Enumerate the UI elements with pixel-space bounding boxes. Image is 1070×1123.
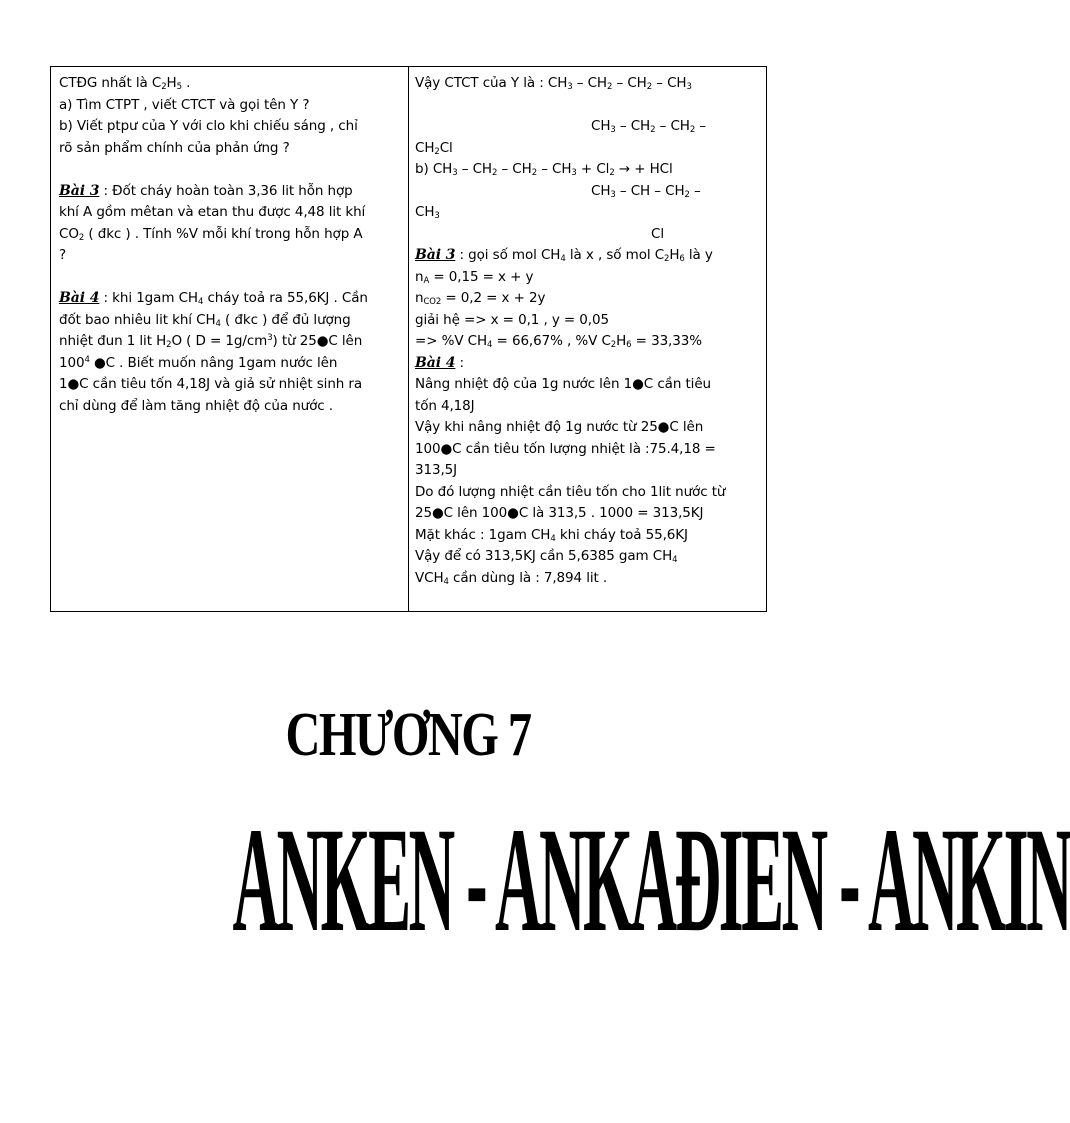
text-line: Vậy khi nâng nhiệt độ 1g nước từ 25●C lên [415, 419, 704, 435]
problem-label: Bài 4 [415, 354, 456, 371]
text-line: giải hệ => x = 0,1 , y = 0,05 [415, 311, 609, 328]
text-line: $n_{CO2} = 0,2 = x + 2y$ [415, 290, 546, 307]
text-line: 100●C cần tiêu tốn lượng nhiệt là :75.4,18 = [415, 440, 716, 457]
text-line: Bài 3 : gọi số mol $CH_4$ là x , số mol $C_2H_6$ là y [415, 247, 713, 264]
text-line: Nâng nhiệt độ của 1g nước lên 1●C cần tiêu [415, 376, 711, 392]
problem-label: Bài 3 [415, 247, 456, 263]
text-line: a) Tìm CTPT , viết CTCT và gọi tên Y ? [59, 96, 310, 113]
topic-title: ANKEN - ANKAĐIEN - ANKIN [232, 797, 1070, 963]
text-line: $CO_2$ ( đkc ) . Tính %V mỗi khí trong hỗn hợp A [59, 225, 363, 243]
solution-table [50, 66, 767, 612]
text-line: b) $CH_3 - CH_2 - CH_2 - CH_3 + Cl_2$ → + HCl [415, 161, 673, 178]
text-line: chỉ dùng để làm tăng nhiệt độ của nước . [59, 397, 333, 414]
text-line: Do đó lượng nhiệt cần tiêu tốn cho 1lit nước từ [415, 483, 726, 500]
text-line: ? [59, 247, 67, 263]
text-line: 313,5J [415, 462, 458, 478]
text-line: nhiệt đun 1 lit $H_2O$ ( $D = 1g/cm^3$) từ 25●C lên [59, 333, 363, 350]
text-line: => %V $CH_4 = 66,67\%$ , %V $C_2H_6 = 33,33\%$ [415, 333, 702, 350]
text-line: khí A gồm mêtan và etan thu được 4,48 lit khí [59, 204, 366, 220]
text-line: rõ sản phẩm chính của phản ứng ? [59, 139, 290, 156]
text-line: $CH_3$ – CH – $CH_2$ – [591, 182, 701, 200]
text-line: tốn 4,18J [415, 397, 475, 414]
text-line: 1●C cần tiêu tốn 4,18J và giả sử nhiệt sinh ra [59, 376, 363, 392]
problem-label: Bài 4 [59, 290, 100, 306]
problem-label: Bài 3 [59, 182, 100, 199]
text-line: Bài 3 : Đốt cháy hoàn toàn 3,36 lit hỗn hợp [59, 182, 353, 199]
problems-column [51, 67, 409, 611]
text-line: $CH_3 - CH_2 - CH_2$ – [591, 118, 707, 135]
text-line: Bài 4 : khi 1gam $CH_4$ cháy toả ra 55,6KJ . Cần [59, 290, 368, 307]
text-line: Vậy CTCT của Y là : $CH_3 - CH_2 - CH_2 - CH_3$ [415, 75, 692, 92]
text-line: Mặt khác : 1gam $CH_4$ khi cháy toả 55,6KJ [415, 526, 688, 544]
text-line: Vậy để có 313,5KJ cần 5,6385 gam $CH_4$ [415, 548, 678, 565]
text-line: $VCH_4$ cần dùng là : 7,894 lit . [415, 569, 608, 587]
text-line: $100^4$ ●C . Biết muốn nâng 1gam nước lên [59, 354, 338, 371]
text-line: 25●C lên 100●C là 313,5 . 1000 = 313,5KJ [415, 505, 704, 521]
text-line: $n_A = 0,15 = x + y$ [415, 268, 534, 286]
chapter-title: CHƯƠNG 7 [285, 701, 531, 769]
text-line: Bài 4 : [415, 354, 464, 371]
text-line: b) Viết ptpư của Y với clo khi chiếu sáng , chỉ [59, 118, 358, 134]
text-line: Cl [651, 225, 664, 242]
text-line: CTĐG nhất là $C_2H_5$ . [59, 75, 191, 92]
text-line: $CH_3$ [415, 204, 440, 221]
text-line: đốt bao nhiêu lit khí $CH_4$ ( đkc ) để đủ lượng [59, 311, 351, 329]
text-line: $CH_2Cl$ [415, 139, 453, 157]
solutions-column [409, 67, 766, 611]
